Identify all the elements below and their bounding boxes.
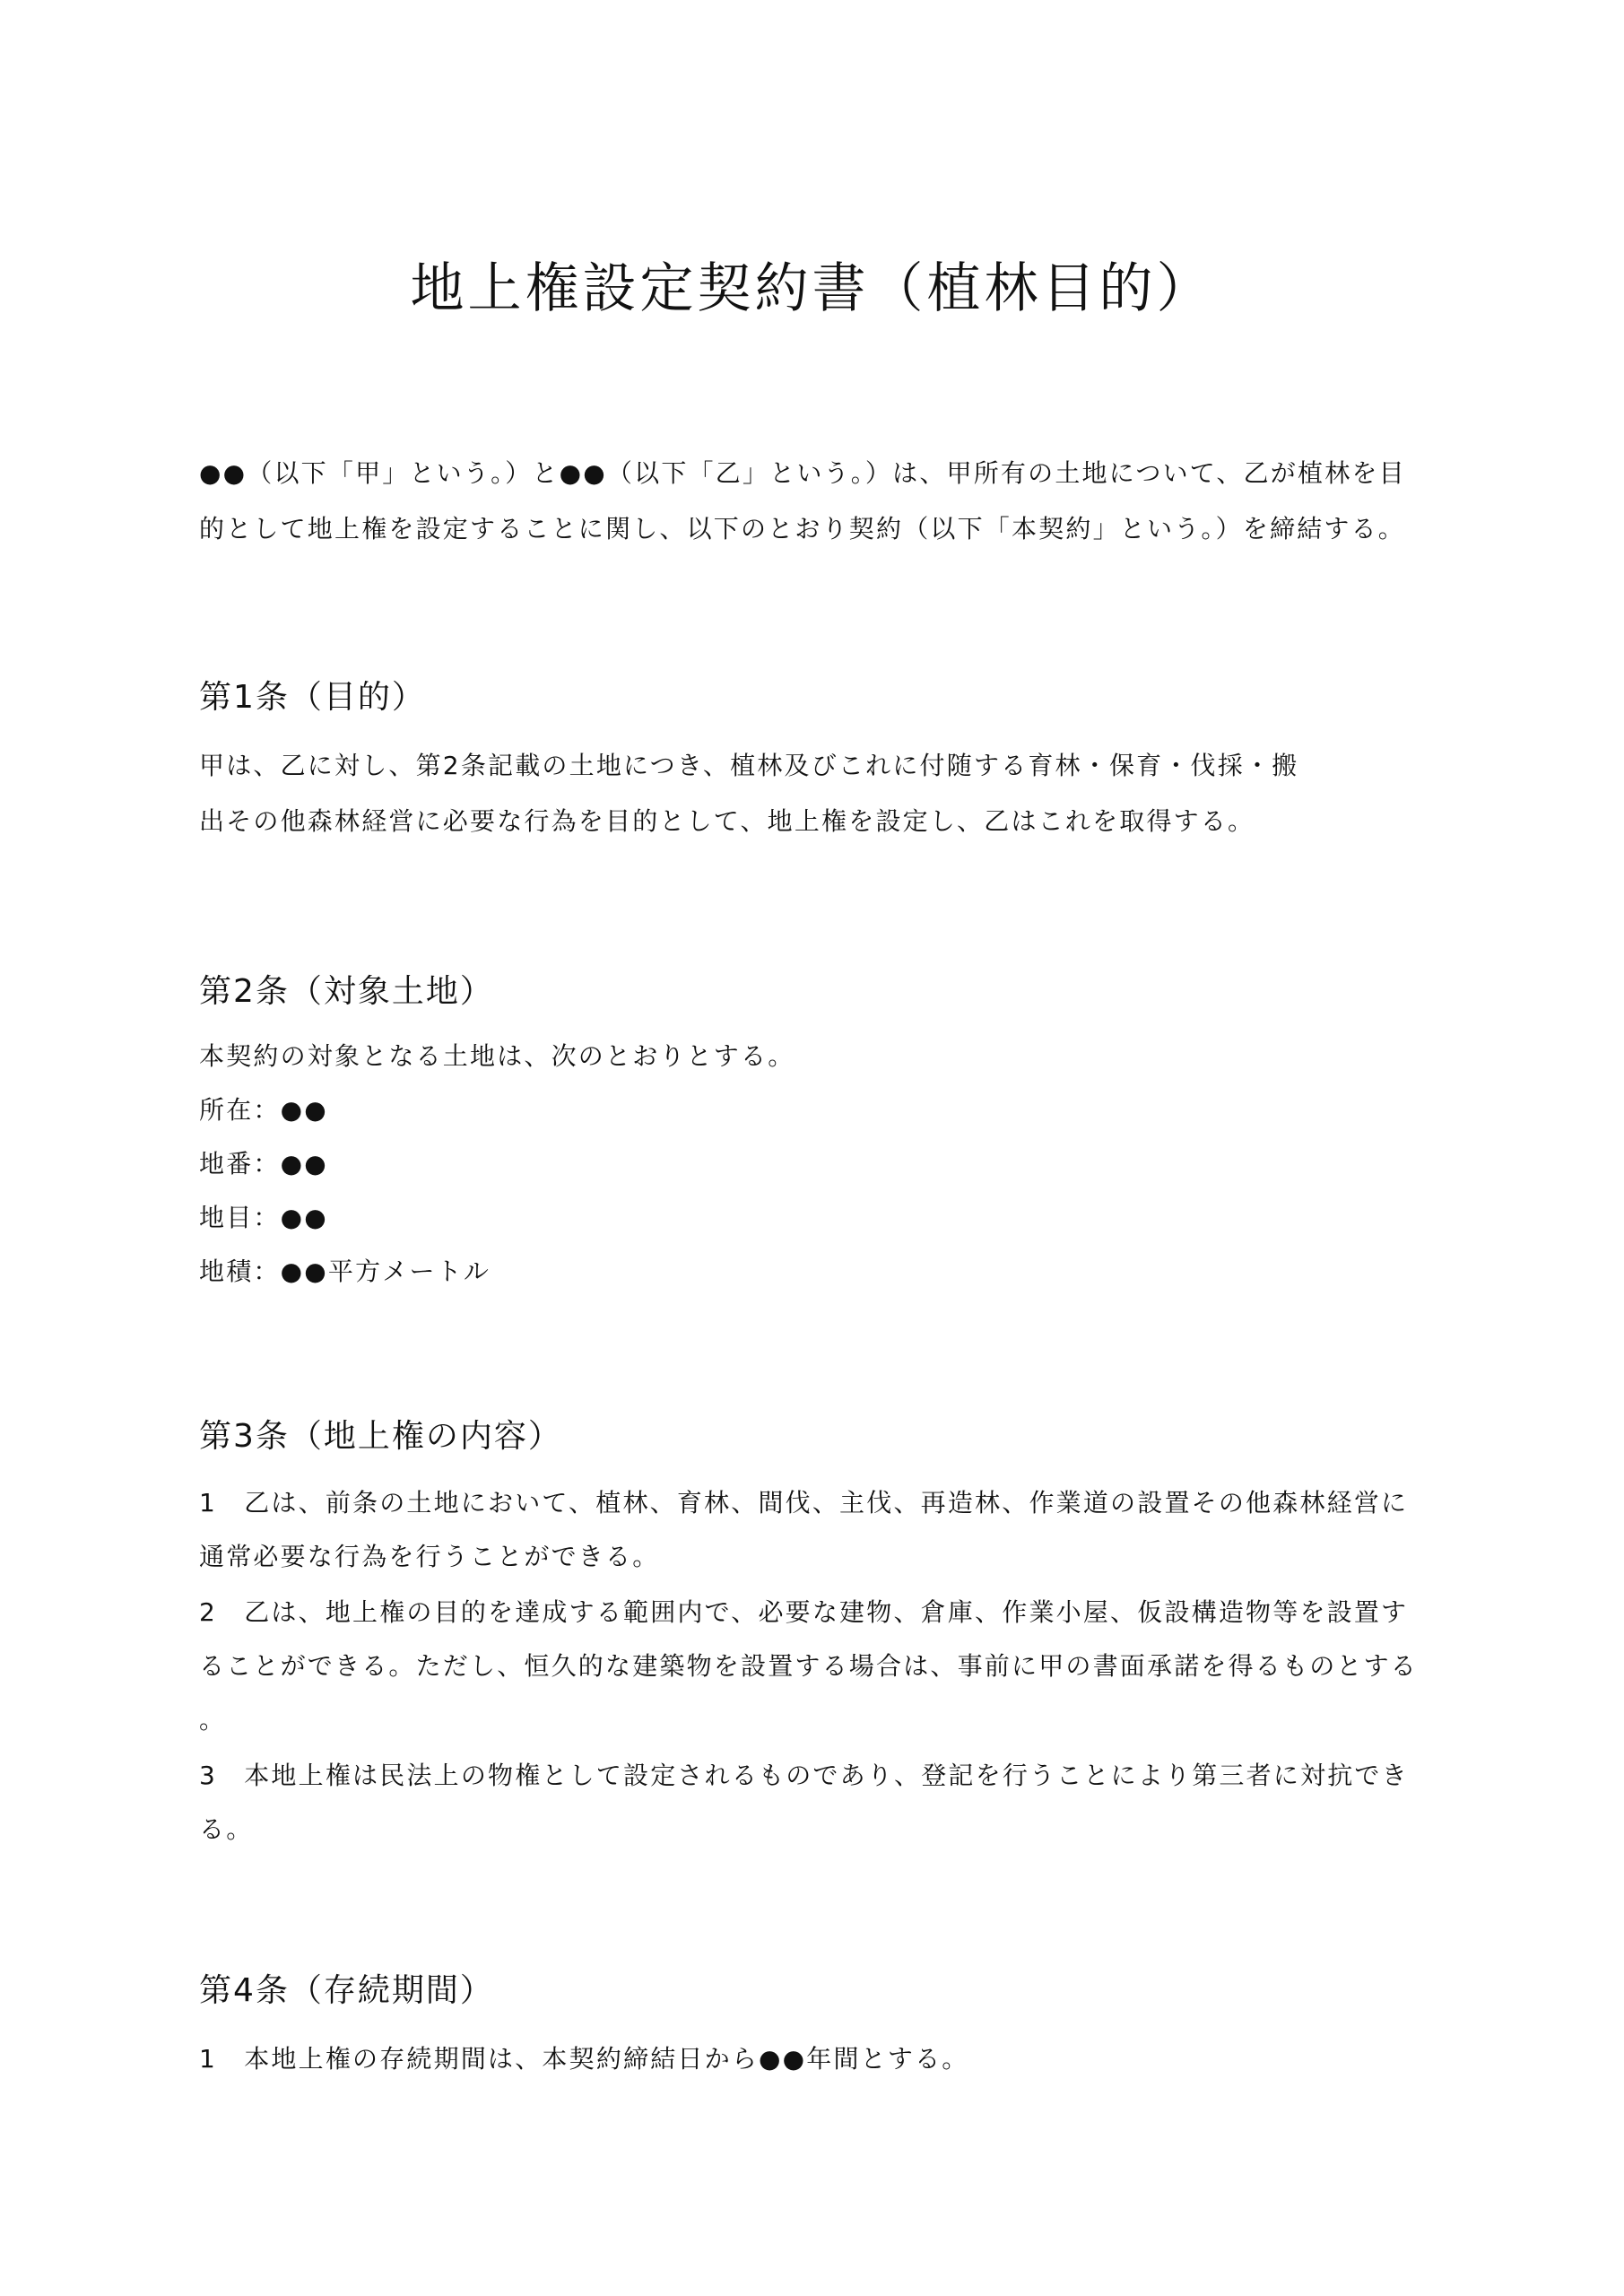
article-3-line: 2 乙は、地上権の目的を達成する範囲内で、必要な建物、倉庫、作業小屋、仮設構造物等を設置す bbox=[199, 1597, 1409, 1627]
article-1-line: 甲は、乙に対し、第2条記載の土地につき、植林及びこれに付随する育林・保育・伐採・搬 bbox=[199, 751, 1299, 780]
article-4-heading: 第4条（存続期間） bbox=[199, 1972, 494, 2009]
article-1-heading: 第1条（目的） bbox=[199, 679, 426, 716]
article-3-line: る。 bbox=[199, 1814, 254, 1844]
article-3-line: 1 乙は、前条の土地において、植林、育林、間伐、主伐、再造林、作業道の設置その他森林経営に bbox=[199, 1488, 1409, 1518]
article-3-line: 3 本地上権は民法上の物権として設定されるものであり、登記を行うことにより第三者に対抗でき bbox=[199, 1761, 1409, 1790]
land-location: 所在：●● bbox=[199, 1095, 328, 1125]
article-2-heading: 第2条（対象土地） bbox=[199, 973, 494, 1010]
land-lot-number: 地番：●● bbox=[199, 1149, 328, 1178]
article-3-line: 通常必要な行為を行うことができる。 bbox=[199, 1542, 660, 1571]
preamble-line-2: 的として地上権を設定することに関し、以下のとおり契約（以下「本契約」という。）を締結する。 bbox=[199, 514, 1406, 544]
preamble-line-1: ●●（以下「甲」という。）と●●（以下「乙」という。）は、甲所有の土地について、乙が植林を目 bbox=[199, 458, 1406, 488]
article-3-heading: 第3条（地上権の内容） bbox=[199, 1418, 562, 1455]
article-3-line: 。 bbox=[199, 1705, 227, 1735]
article-1-line: 出その他森林経営に必要な行為を目的として、地上権を設定し、乙はこれを取得する。 bbox=[199, 806, 1255, 836]
article-2-line: 本契約の対象となる土地は、次のとおりとする。 bbox=[199, 1041, 795, 1071]
land-category: 地目：●● bbox=[199, 1203, 328, 1232]
land-area: 地積：●●平方メートル bbox=[199, 1257, 491, 1286]
document-title: 地上権設定契約書（植林目的） bbox=[410, 257, 1214, 320]
article-3-line: ることができる。ただし、恒久的な建築物を設置する場合は、事前に甲の書面承諾を得るものとする bbox=[199, 1651, 1419, 1681]
article-4-line: 1 本地上権の存続期間は、本契約締結日から●●年間とする。 bbox=[199, 2044, 969, 2074]
